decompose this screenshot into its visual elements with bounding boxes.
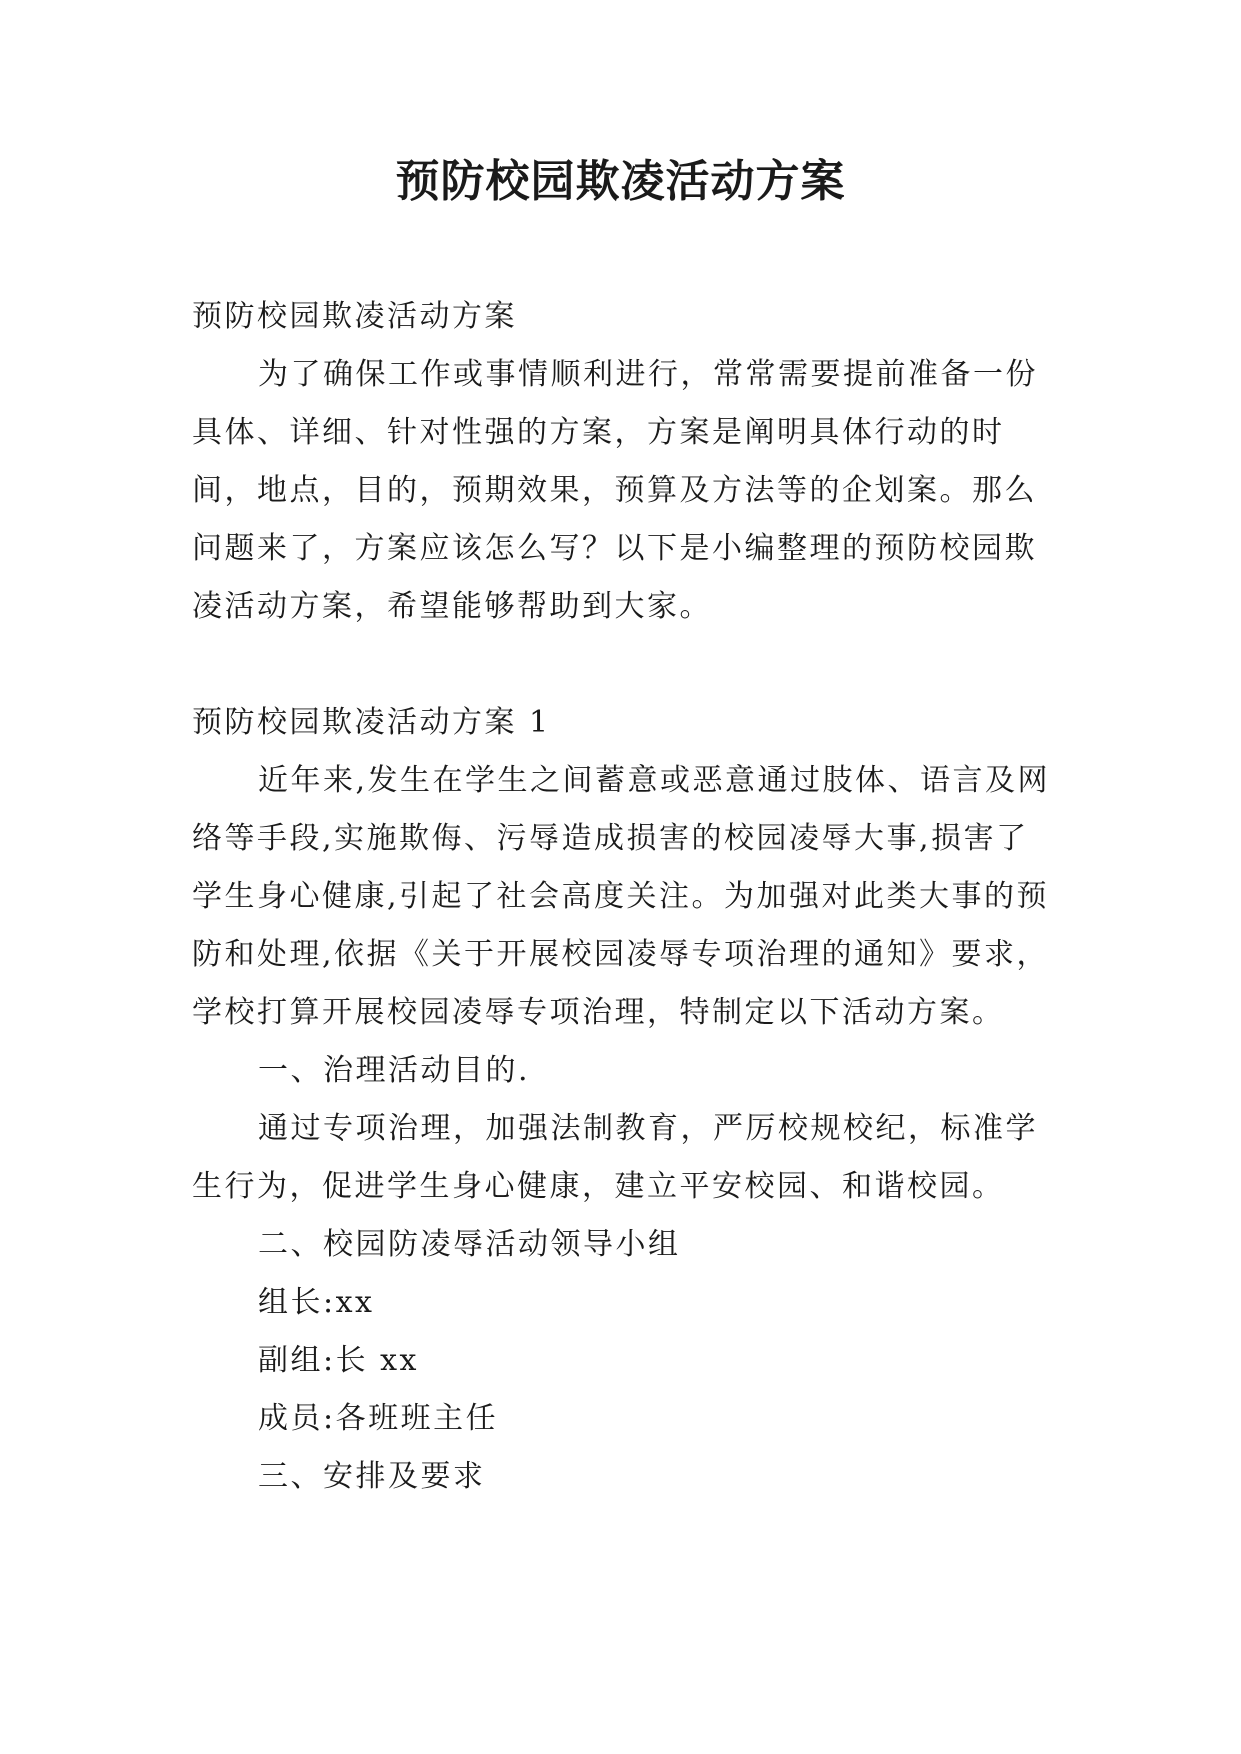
item2-heading: 二、校园防凌辱活动领导小组: [258, 1227, 681, 1262]
intro-heading: 预防校园欺凌活动方案: [192, 299, 517, 334]
item1-heading: 一、治理活动目的.: [258, 1053, 531, 1088]
document-title: 预防校园欺凌活动方案: [395, 156, 846, 207]
section1-paragraph: 近年来,发生在学生之间蓄意或恶意通过肢体、语言及网络等手段,实施欺侮、污辱造成损害的校园凌辱大事,损害了学生身心健康,引起了社会高度关注。为加强对此类大事的预防和处理,依据《关于开展校园凌辱专项治理的通知》要求，学校打算开展校园凌辱专项治理，特制定以下活动方案。: [192, 763, 1051, 1030]
section1-heading: 预防校园欺凌活动方案 1: [192, 705, 551, 740]
item1-text: 通过专项治理，加强法制教育，严厉校规校纪，标准学生行为，促进学生身心健康，建立平安校园、和谐校园。: [192, 1111, 1038, 1204]
section-spacer: [192, 636, 1056, 694]
document-body: [192, 288, 1056, 1506]
item3-heading: 三、安排及要求: [258, 1459, 486, 1494]
members-line: 成员:各班班主任: [258, 1401, 499, 1436]
deputy-line: 副组:长 xx: [258, 1343, 419, 1378]
intro-paragraph: 为了确保工作或事情顺利进行，常常需要提前准备一份具体、详细、针对性强的方案，方案是阐明具体行动的时间，地点，目的，预期效果，预算及方法等的企划案。那么问题来了，方案应该怎么写？以下是小编整理的预防校园欺凌活动方案，希望能够帮助到大家。: [192, 357, 1038, 624]
leader-line: 组长:xx: [258, 1285, 375, 1320]
